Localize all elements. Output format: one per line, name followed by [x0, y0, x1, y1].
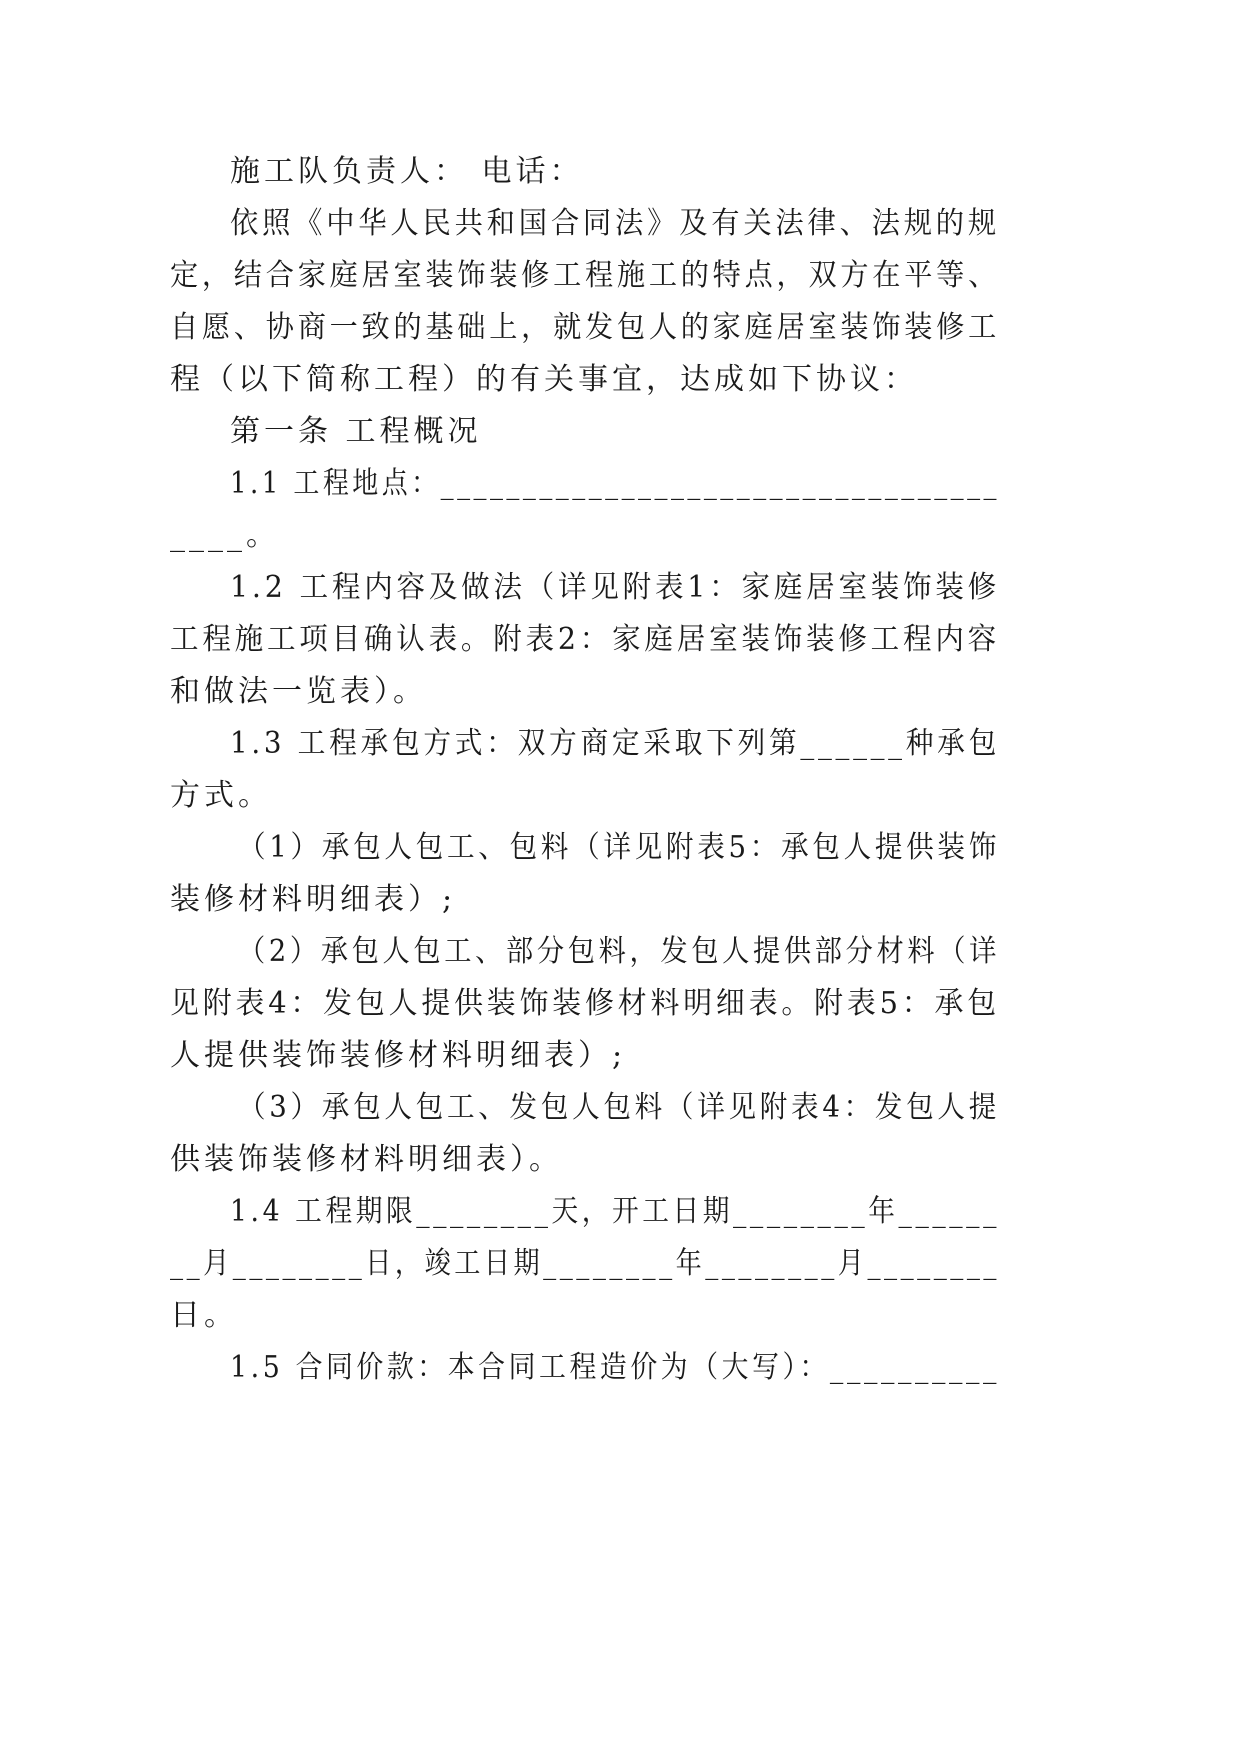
line-text: 依照《中华人民共和国合同法》及有关法律、法规的规: [230, 206, 1000, 241]
text-line: [0, 880, 1241, 920]
line-text: 人提供装饰装修材料明细表）;: [170, 1038, 627, 1073]
line-text: 见附表4：发包人提供装饰装修材料明细表。附表5：承包: [170, 986, 1001, 1021]
line-text: 日。: [170, 1298, 238, 1333]
text-line: [0, 1244, 1241, 1284]
text-line: [0, 776, 1241, 816]
text-line: [0, 568, 1241, 608]
text-line: [0, 932, 1241, 972]
line-text: 装修材料明细表）;: [170, 882, 457, 917]
text-line: [0, 360, 1241, 400]
text-line: [0, 724, 1241, 764]
text-line: [0, 1192, 1241, 1232]
text-line: [0, 152, 1241, 192]
text-line: [0, 984, 1241, 1024]
section-heading: [0, 412, 1241, 452]
line-text: 第一条 工程概况: [230, 414, 482, 449]
line-text: 定，结合家庭居室装饰装修工程施工的特点，双方在平等、: [170, 258, 1000, 293]
line-text: 自愿、协商一致的基础上，就发包人的家庭居室装饰装修工: [170, 310, 1000, 345]
line-text: 1.2 工程内容及做法（详见附表1：家庭居室装饰装修: [230, 570, 1000, 605]
text-line: [0, 1296, 1241, 1336]
text-line: [0, 1348, 1241, 1388]
line-text: 工程施工项目确认表。附表2：家庭居室装饰装修工程内容: [170, 622, 1000, 657]
text-line: [0, 828, 1241, 868]
text-line: [0, 256, 1241, 296]
line-text: （3）承包人包工、发包人包料（详见附表4：发包人提: [238, 1090, 1001, 1125]
line-text: 和做法一览表）。: [170, 674, 427, 709]
line-text: 1.3 工程承包方式：双方商定采取下列第______种承包: [230, 726, 1001, 761]
line-text: 供装饰装修材料明细表）。: [170, 1142, 563, 1177]
line-text: __月________日，竣工日期________年________月________: [170, 1246, 1000, 1281]
line-text: 方式。: [170, 778, 272, 813]
text-line: [0, 516, 1241, 556]
line-text: 1.4 工程期限________天，开工日期________年______: [230, 1194, 1000, 1229]
text-line: [0, 620, 1241, 660]
line-text: 施工队负责人： 电话：: [230, 154, 584, 189]
line-text: 1.1 工程地点：__________________________________: [230, 466, 1001, 501]
text-line: [0, 672, 1241, 712]
line-text: 程（以下简称工程）的有关事宜，达成如下协议：: [170, 362, 918, 397]
text-line: [0, 1036, 1241, 1076]
line-text: 1.5 合同价款：本合同工程造价为（大写）：__________: [230, 1350, 1001, 1385]
text-line: [0, 308, 1241, 348]
line-text: （2）承包人包工、部分包料，发包人提供部分材料（详: [238, 934, 1000, 969]
text-line: [0, 1088, 1241, 1128]
text-line: [0, 1140, 1241, 1180]
line-text: （1）承包人包工、包料（详见附表5：承包人提供装饰: [238, 830, 1001, 865]
text-line: [0, 464, 1241, 504]
line-text: ____。: [170, 518, 280, 553]
text-line: [0, 204, 1241, 244]
